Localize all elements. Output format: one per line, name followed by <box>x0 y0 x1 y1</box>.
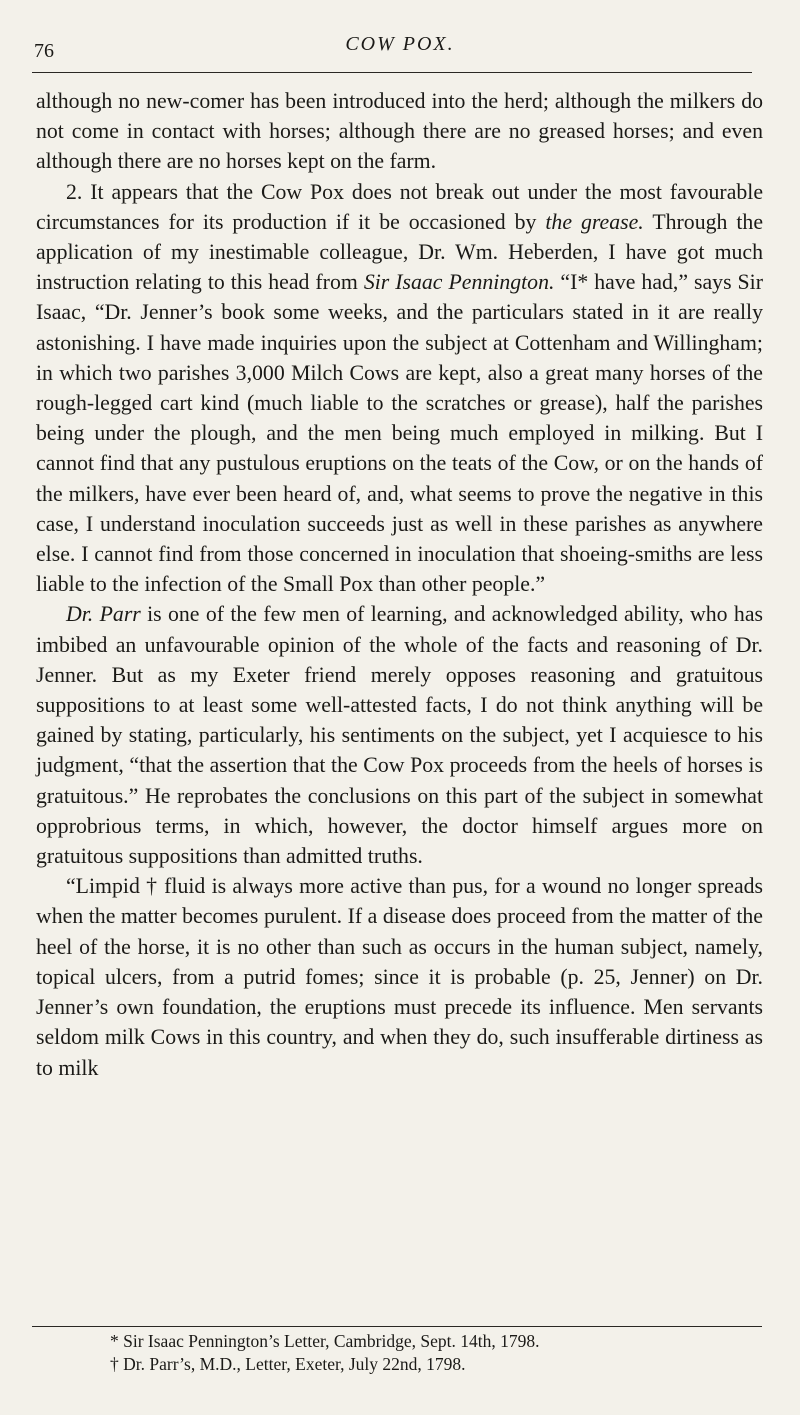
body-text <box>36 86 763 1083</box>
paragraph-1-text: although no new-comer has been introduced into the herd; although the milkers do not come in contact with horses; although there are no greased horses; and even although there are no horses kept on the farm. <box>36 89 763 174</box>
paragraph-4-text: “Limpid † fluid is always more active than pus, for a wound no longer spreads when the matter becomes purulent. If a disease does proceed from the matter of the heel of the horse, it is no other than such as occurs in the human subject, namely, topical ulcers, from a putrid fomes; since it is probable (p. 25, Jenner) on Dr. Jenner’s own foundation, the eruptions must precede its influence. Men servants seldom milk Cows in this country, and when they do, such insufferable dirtiness as to milk <box>36 874 763 1080</box>
footnotes <box>110 1330 770 1376</box>
italic-the-grease: the grease. <box>545 209 644 234</box>
paragraph-3 <box>36 599 763 871</box>
footnote-2: † Dr. Parr’s, M.D., Letter, Exeter, July 22nd, 1798. <box>110 1354 466 1374</box>
paragraph-1 <box>36 86 763 177</box>
italic-dr-parr: Dr. Parr <box>66 602 141 627</box>
running-head: COW POX. <box>345 33 455 55</box>
page-header <box>0 0 800 80</box>
paragraph-2-text-b: Through the application of my inestimable colleague, Dr. Wm. Heberden, I have got much instruction relating to this head from <box>36 209 763 295</box>
italic-sir-isaac-pennington: Sir Isaac Pennington. <box>363 270 555 295</box>
paragraph-2-text-a: 2. It appears that the Cow Pox does not break out under the most favourable circumstances for its production if it be occasioned by <box>36 179 763 234</box>
paragraph-2-text-c: “I* have had,” says Sir Isaac, “Dr. Jenner’s book some weeks, and the particulars stated in it are really astonishing. I have made inquiries upon the subject at Cottenham and Willingham; in which two parishes 3,000 Milch Cows are kept, also a great many horses of the rough-legged cart kind (much liable to the scratches or grease), half the parishes being under the plough, and the men being much employed in milking. But I cannot find that any pustulous eruptions on the teats of the Cow, or on the hands of the milkers, have ever been heard of, and, what seems to prove the negative in this case, I understand inoculation succeeds just as well in these parishes as anywhere else. I cannot find from those concerned in inoculation that shoeing-smiths are less liable to the infection of the Small Pox than other people.” <box>36 270 763 597</box>
paragraph-4 <box>36 871 763 1082</box>
paragraph-3-text: is one of the few men of learning, and acknowledged ability, who has imbibed an unfavourable opinion of the whole of the facts and reasoning of Dr. Jenner. But as my Exeter friend merely opposes reasoning and gratuitous suppositions to at least some well-attested facts, I do not think anything will be gained by stating, particularly, his sentiments on the subject, yet I acquiesce to his judgment, “that the assertion that the Cow Pox proceeds from the heels of horses is gratuitous.” He reprobates the conclusions on this part of the subject in somewhat opprobrious terms, in which, however, the doctor himself argues more on gratuitous suppositions than admitted truths. <box>36 602 763 869</box>
footnote-rule <box>32 1326 762 1327</box>
footnote-1: * Sir Isaac Pennington’s Letter, Cambridge, Sept. 14th, 1798. <box>110 1331 540 1351</box>
page-number: 76 <box>34 40 54 62</box>
header-rule <box>32 72 752 73</box>
paragraph-2 <box>36 177 763 600</box>
